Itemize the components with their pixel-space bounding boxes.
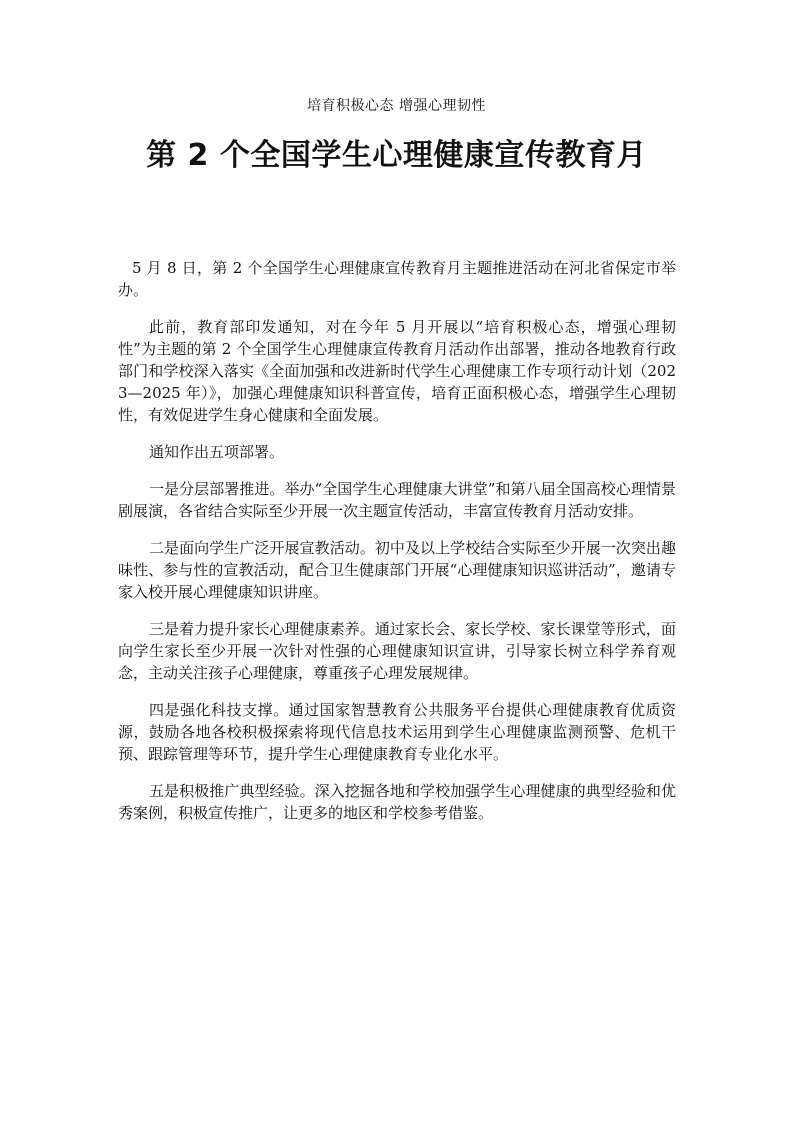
document-title: 第 2 个全国学生心理健康宣传教育月 xyxy=(146,138,647,173)
body-paragraph: 五是积极推广典型经验。深入挖掘各地和学校加强学生心理健康的典型经验和优秀案例，积极宣传推广，让更多的地区和学校参考借鉴。 xyxy=(118,782,676,822)
body-paragraph: 此前，教育部印发通知，对在今年 5 月开展以“培育积极心态，增强心理韧性”为主题的第 2 个全国学生心理健康宣传教育月活动作出部署，推动各地教育行政部门和学校深入落实《全面加强和改进新时代学生心理健康工作专项行动计划（2023—2025 年）》，加强心理健康知识科普宣传，培育正面积极心态，增强学生心理韧性，有效促进学生身心健康和全面发展。 xyxy=(118,318,676,424)
body-paragraph: 5 月 8 日，第 2 个全国学生心理健康宣传教育月主题推进活动在河北省保定市举办。 xyxy=(118,259,676,299)
document-body xyxy=(118,257,676,839)
body-paragraph: 三是着力提升家长心理健康素养。通过家长会、家长学校、家长课堂等形式，面向学生家长至少开展一次针对性强的心理健康知识宣讲，引导家长树立科学养育观念，主动关注孩子心理健康，尊重孩子心理发展规律。 xyxy=(118,620,676,682)
body-paragraph: 通知作出五项部署。 xyxy=(149,443,285,461)
body-paragraph: 一是分层部署推进。举办“全国学生心理健康大讲堂”和第八届全国高校心理情景剧展演，各省结合实际至少开展一次主题宣传活动，丰富宣传教育月活动安排。 xyxy=(118,480,676,520)
body-paragraph: 二是面向学生广泛开展宣教活动。初中及以上学校结合实际至少开展一次突出趣味性、参与性的宣教活动，配合卫生健康部门开展“心理健康知识巡讲活动”，邀请专家入校开展心理健康知识讲座。 xyxy=(118,539,676,601)
body-paragraph: 四是强化科技支撑。通过国家智慧教育公共服务平台提供心理健康教育优质资源，鼓励各地各校积极探索将现代信息技术运用到学生心理健康监测预警、危机干预、跟踪管理等环节，提升学生心理健康教育专业化水平。 xyxy=(118,701,676,763)
document-subtitle: 培育积极心态 增强心理韧性 xyxy=(307,98,486,114)
